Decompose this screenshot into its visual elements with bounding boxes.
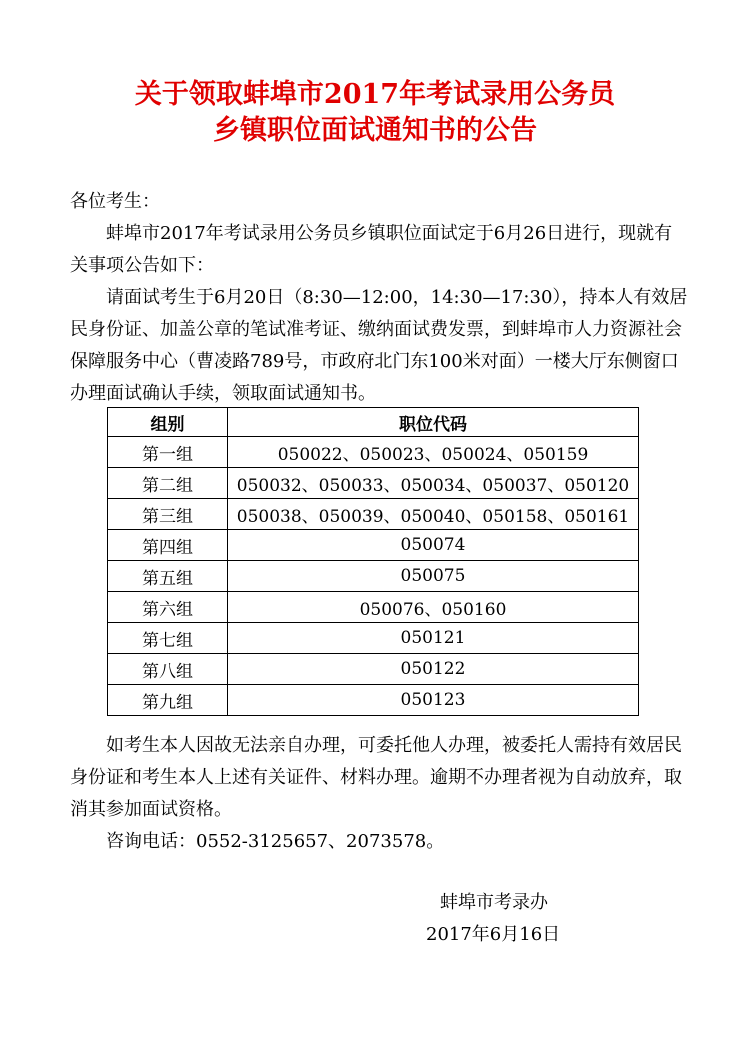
table-row: [108, 623, 639, 654]
group-cell: 第二组: [108, 468, 228, 499]
table-row: [108, 592, 639, 623]
title-line-2: 乡镇职位面试通知书的公告: [213, 115, 537, 146]
code-cell: 050032、050033、050034、050037、050120: [228, 468, 639, 499]
table-header-row: [108, 408, 639, 437]
table-row: [108, 561, 639, 592]
position-code-table: [107, 407, 639, 716]
paragraph-proxy: 如考生本人因故无法亲自办理，可委托他人办理，被委托人需持有效居民身份证和考生本人上述有关证件、材料办理。逾期不办理者视为自动放弃，取消其参加面试资格。: [70, 735, 682, 820]
group-cell: 第五组: [108, 561, 228, 592]
group-cell: 第六组: [108, 592, 228, 623]
table-row: [108, 499, 639, 530]
title-line-1: 关于领取蚌埠市2017年考试录用公务员: [134, 79, 616, 110]
salutation: 各位考生：: [70, 191, 160, 212]
code-cell: 050022、050023、050024、050159: [228, 437, 639, 468]
table-row: [108, 654, 639, 685]
table-row: [108, 530, 639, 561]
code-cell: 050122: [228, 654, 639, 685]
header-group: 组别: [108, 408, 228, 437]
header-position-code: 职位代码: [228, 408, 639, 437]
group-cell: 第一组: [108, 437, 228, 468]
contact-phone: 咨询电话：0552-3125657、2073578。: [106, 831, 445, 852]
group-cell: 第三组: [108, 499, 228, 530]
paragraph-intro: 蚌埠市2017年考试录用公务员乡镇职位面试定于6月26日进行，现就有关事项公告如下：: [70, 223, 673, 276]
group-cell: 第四组: [108, 530, 228, 561]
group-cell: 第八组: [108, 654, 228, 685]
code-cell: 050074: [228, 530, 639, 561]
paragraph-instructions: 请面试考生于6月20日（8:30—12:00，14:30—17:30），持本人有效居民身份证、加盖公章的笔试准考证、缴纳面试费发票，到蚌埠市人力资源社会保障服务中心（曹凌路789号，市政府北门东100米对面）一楼大厅东侧窗口办理面试确认手续，领取面试通知书。: [70, 287, 688, 404]
table-row: [108, 437, 639, 468]
group-cell: 第九组: [108, 685, 228, 716]
signature-date: 2017年6月16日: [426, 924, 561, 945]
table-row: [108, 685, 639, 716]
code-cell: 050123: [228, 685, 639, 716]
group-cell: 第七组: [108, 623, 228, 654]
signature-org: 蚌埠市考录办: [440, 892, 548, 913]
code-cell: 050121: [228, 623, 639, 654]
code-cell: 050075: [228, 561, 639, 592]
code-cell: 050038、050039、050040、050158、050161: [228, 499, 639, 530]
table-row: [108, 468, 639, 499]
code-cell: 050076、050160: [228, 592, 639, 623]
